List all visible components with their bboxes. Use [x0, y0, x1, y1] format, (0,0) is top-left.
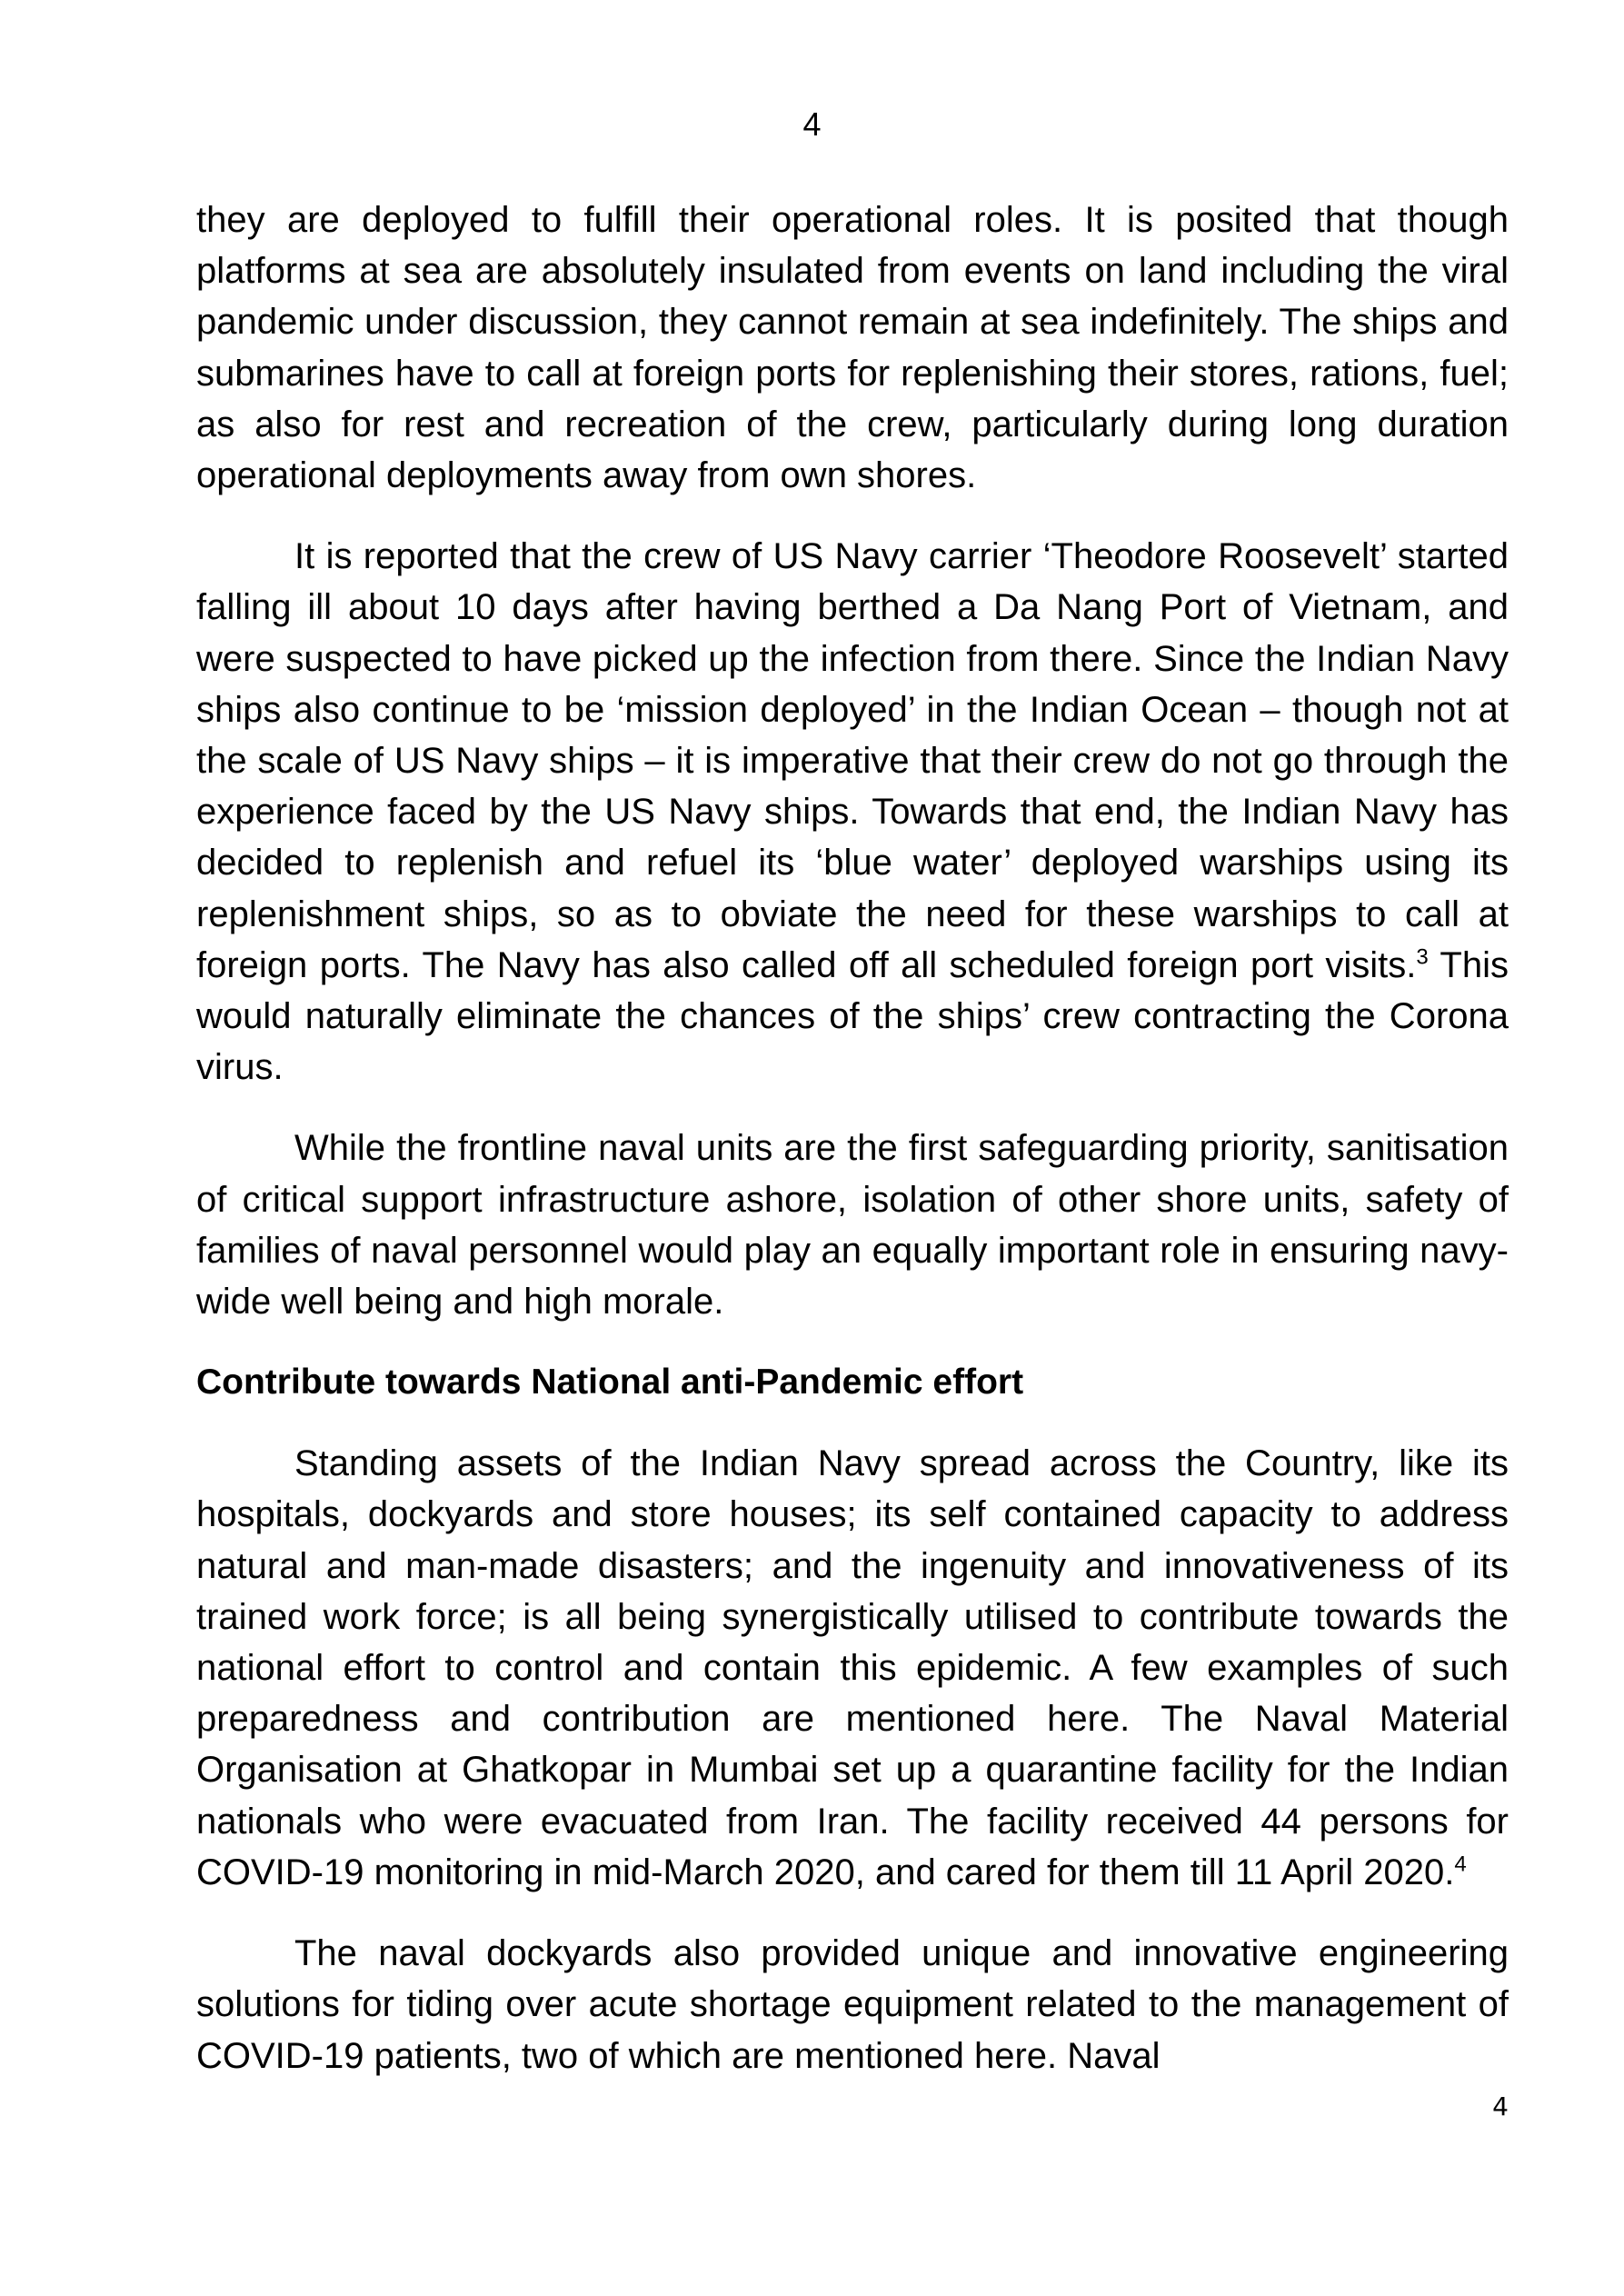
paragraph-text: Standing assets of the Indian Navy spread across the Country, like its hospitals, dockyards and store houses; its self contained capacity to address natural and man-made disasters; and the ingenuity and innovativeness of its trained work force; is all being synergistically utilised to contribute towards the national effort to control and contain this epidemic. A few examples of such preparedness and contribution are mentioned here. The Naval Material Organisation at Ghatkopar in Mumbai set up a quarantine facility for the Indian nationals who were evacuated from Iran. The facility received 44 persons for COVID-19 monitoring in mid-March 2020, and cared for them till 11 April 2020. [196, 1443, 1509, 1892]
paragraph-continuation: they are deployed to fulfill their operational roles. It is posited that though platforms at sea are absolutely insulated from events on land including the viral pandemic under discussion, they cannot remain at sea indefinitely. The ships and submarines have to call at foreign ports for replenishing their stores, rations, fuel; as also for rest and recreation of the crew, particularly during long duration operational deployments away from own shores. [196, 200, 1509, 496]
footnote-ref-4: 4 [1454, 1852, 1467, 1877]
section-heading: Contribute towards National anti-Pandemic effort [196, 1363, 1024, 1403]
paragraph-text: This would naturally eliminate the chances of the ships’ crew contracting the Corona virus. [196, 944, 1509, 1088]
paragraph-text: It is reported that the crew of US Navy carrier ‘Theodore Roosevelt’ started falling ill about 10 days after having berthed a Da Nang Port of Vietnam, and were suspected to have picked up the infection from there. Since the Indian Navy ships also continue to be ‘mission deployed’ in the Indian Ocean – though not at the scale of US Navy ships – it is imperative that their crew do not go through the experience faced by the US Navy ships. Towards that end, the Indian Navy has decided to replenish and refuel its ‘blue water’ deployed warships using its replenishment ships, so as to obviate the need for these warships to call at foreign ports. The Navy has also called off all scheduled foreign port visits. [196, 536, 1509, 985]
paragraph-us-navy-carrier [196, 531, 1509, 1093]
paragraph-naval-dockyards: The naval dockyards also provided unique and innovative engineering solutions for tiding over acute shortage equipment related to the management of COVID-19 patients, two of which are mentioned here. Naval [196, 1933, 1509, 2076]
paragraph-standing-assets [196, 1438, 1509, 1898]
footer-page-number: 4 [1492, 2091, 1509, 2121]
body-text [196, 195, 1509, 2111]
footnote-ref-3: 3 [1416, 944, 1429, 970]
header-page-number: 4 [802, 105, 822, 143]
paragraph-frontline-units: While the frontline naval units are the first safeguarding priority, sanitisation of critical support infrastructure ashore, isolation of other shore units, safety of families of naval personnel would play an equally important role in ensuring navy-wide well being and high morale. [196, 1128, 1509, 1323]
